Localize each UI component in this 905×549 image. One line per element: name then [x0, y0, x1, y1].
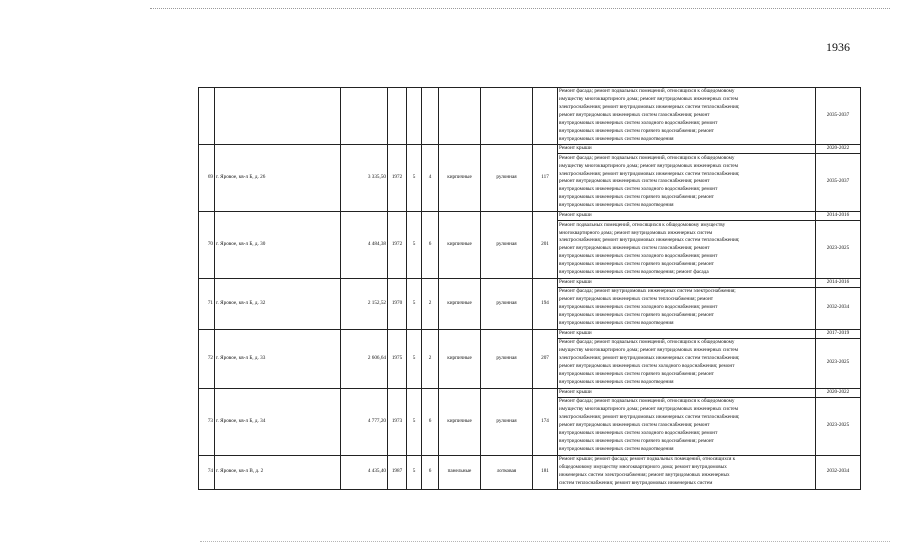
works-line: внутридомовых инженерных систем горячего водоснабжения; ремонт: [559, 261, 714, 268]
works-cell: [558, 153, 816, 211]
building-walls: кирпичные: [439, 329, 481, 388]
building-roof-type: рулонная: [481, 145, 533, 212]
building-area: 3 335,50: [341, 145, 388, 212]
building-row: [199, 455, 861, 489]
building-number: 73: [199, 388, 215, 455]
works-line: имуществу многоквартирного дома; ремонт внутридомовых инженерных систем: [559, 162, 738, 169]
building-address: г. Яровое, кв-л Б, д. 26: [215, 145, 341, 212]
empty-cell: [215, 88, 341, 145]
works-line: ремонт внутридомовых инженерных систем холодного водоснабжения; ремонт: [559, 363, 735, 370]
works-cell: [558, 397, 816, 455]
building-floors: 5: [407, 278, 422, 329]
roof-work-cell: Ремонт крыши: [558, 388, 816, 397]
empty-cell: [388, 88, 407, 145]
building-flats: 181: [533, 455, 558, 489]
continuation-row: [199, 88, 861, 145]
building-flats: 207: [533, 329, 558, 388]
works-line: электроснабжения; ремонт внутридомовых инженерных систем теплоснабжения;: [559, 237, 740, 244]
building-floors: 5: [407, 388, 422, 455]
building-number: 74: [199, 455, 215, 489]
scan-artifact-top: [150, 8, 890, 9]
building-address: г. Яровое, кв-л В, д. 2: [215, 455, 341, 489]
works-line: Ремонт фасада; ремонт подвальных помещений, относящихся к общедомовому: [559, 154, 735, 161]
building-entrances: 6: [422, 455, 439, 489]
roof-work-cell: Ремонт крыши: [558, 145, 816, 154]
building-year: 1973: [388, 388, 407, 455]
works-line: внутридомовых инженерных систем водоотведения: [559, 320, 674, 327]
empty-cell: [199, 88, 215, 145]
building-area: 4 484,38: [341, 211, 388, 278]
building-roof-type: рулонная: [481, 388, 533, 455]
building-row: [199, 145, 861, 154]
scan-artifact-bottom: [200, 541, 890, 542]
works-cell: [558, 88, 816, 145]
works-line: ремонт внутридомовых инженерных систем теплоснабжения; ремонт: [559, 296, 714, 303]
period-cell: 2035-2037: [816, 88, 861, 145]
roof-period-cell: 2020-2022: [816, 388, 861, 397]
works-line: Ремонт фасада; ремонт подвальных помещений, относящихся к общедомовому: [559, 398, 735, 405]
works-line: внутридомовых инженерных систем водоотведения: [559, 135, 674, 142]
works-line: имуществу многоквартирного дома; ремонт внутридомовых инженерных систем: [559, 406, 738, 413]
building-year: 1975: [388, 329, 407, 388]
works-line: электроснабжения; ремонт внутридомовых инженерных систем теплоснабжения;: [559, 104, 740, 111]
building-roof-type: лотковая: [481, 455, 533, 489]
works-line: внутридомовых инженерных систем холодного водоснабжения; ремонт: [559, 186, 718, 193]
building-roof-type: рулонная: [481, 278, 533, 329]
empty-cell: [439, 88, 481, 145]
works-line: ремонт внутридомовых инженерных систем газоснабжения; ремонт: [559, 422, 710, 429]
building-entrances: 2: [422, 329, 439, 388]
building-walls: кирпичные: [439, 388, 481, 455]
works-line: электроснабжения; ремонт внутридомовых инженерных систем теплоснабжения;: [559, 170, 740, 177]
works-line: внутридомовых инженерных систем водоотведения; ремонт фасада: [559, 269, 709, 276]
works-line: внутридомовых инженерных систем холодного водоснабжения; ремонт: [559, 253, 718, 260]
registry-body: [199, 88, 861, 490]
building-walls: кирпичные: [439, 211, 481, 278]
works-line: систем теплоснабжения; ремонт внутридомовых инженерных систем: [559, 479, 713, 486]
building-year: 1972: [388, 145, 407, 212]
works-line: Ремонт фасада; ремонт подвальных помещений, относящихся к общедомовому: [559, 88, 735, 95]
works-line: имуществу многоквартирного дома; ремонт внутридомовых инженерных систем: [559, 347, 738, 354]
works-line: Ремонт подвальных помещений, относящихся к общедомовому имуществу: [559, 221, 726, 228]
building-roof-type: рулонная: [481, 211, 533, 278]
roof-work-cell: Ремонт крыши: [558, 211, 816, 220]
building-year: 1987: [388, 455, 407, 489]
works-line: внутридомовых инженерных систем горячего водоснабжения; ремонт: [559, 437, 714, 444]
building-row: [199, 388, 861, 397]
works-cell: [558, 338, 816, 388]
building-area: 4 777,20: [341, 388, 388, 455]
building-floors: 5: [407, 145, 422, 212]
works-line: внутридомовых инженерных систем горячего водоснабжения; ремонт: [559, 194, 714, 201]
building-number: 69: [199, 145, 215, 212]
works-line: электроснабжения; ремонт внутридомовых инженерных систем теплоснабжения;: [559, 414, 740, 421]
works-line: внутридомовых инженерных систем водоотведения: [559, 378, 674, 385]
period-cell: 2023-2025: [816, 338, 861, 388]
period-cell: 2035-2037: [816, 153, 861, 211]
works-cell: [558, 455, 816, 489]
building-flats: 117: [533, 145, 558, 212]
building-area: 4 435,40: [341, 455, 388, 489]
page-number: 1936: [826, 40, 850, 54]
works-line: ремонт внутридомовых инженерных систем газоснабжения; ремонт: [559, 112, 710, 119]
works-line: инженерных систем электроснабжения; ремонт внутридомовых инженерных: [559, 472, 730, 479]
period-cell: 2023-2025: [816, 397, 861, 455]
building-year: 1972: [388, 211, 407, 278]
building-floors: 5: [407, 329, 422, 388]
building-number: 72: [199, 329, 215, 388]
roof-period-cell: 2020-2022: [816, 145, 861, 154]
works-line: внутридомовых инженерных систем горячего водоснабжения; ремонт: [559, 312, 714, 319]
roof-period-cell: 2014-2016: [816, 211, 861, 220]
works-cell: [558, 220, 816, 278]
building-walls: кирпичные: [439, 145, 481, 212]
empty-cell: [341, 88, 388, 145]
building-walls: панельные: [439, 455, 481, 489]
works-line: многоквартирного дома; ремонт внутридомовых инженерных систем: [559, 229, 713, 236]
building-area: 2 606,64: [341, 329, 388, 388]
empty-cell: [481, 88, 533, 145]
building-address: г. Яровое, кв-л Б, д. 34: [215, 388, 341, 455]
works-line: внутридомовых инженерных систем горячего водоснабжения; ремонт: [559, 127, 714, 134]
works-line: внутридомовых инженерных систем горячего водоснабжения; ремонт: [559, 371, 714, 378]
works-line: внутридомовых инженерных систем холодного водоснабжения; ремонт: [559, 429, 718, 436]
building-number: 70: [199, 211, 215, 278]
building-address: г. Яровое, кв-л Б, д. 30: [215, 211, 341, 278]
roof-period-cell: 2014-2016: [816, 278, 861, 287]
empty-cell: [407, 88, 422, 145]
empty-cell: [422, 88, 439, 145]
building-roof-type: рулонная: [481, 329, 533, 388]
building-entrances: 2: [422, 278, 439, 329]
building-address: г. Яровое, кв-л Б, д. 32: [215, 278, 341, 329]
building-area: 2 152,52: [341, 278, 388, 329]
building-year: 1970: [388, 278, 407, 329]
building-address: г. Яровое, кв-л Б, д. 33: [215, 329, 341, 388]
building-row: [199, 211, 861, 220]
works-line: внутридомовых инженерных систем холодного водоснабжения; ремонт: [559, 304, 718, 311]
building-row: [199, 329, 861, 338]
empty-cell: [533, 88, 558, 145]
building-flats: 174: [533, 388, 558, 455]
works-line: электроснабжения; ремонт внутридомовых инженерных систем теплоснабжения;: [559, 355, 740, 362]
building-row: [199, 278, 861, 287]
roof-work-cell: Ремонт крыши: [558, 329, 816, 338]
works-line: Ремонт крыши; ремонт фасада; ремонт подвальных помещений, относящихся к: [559, 456, 736, 463]
works-line: имуществу многоквартирного дома; ремонт внутридомовых инженерных систем: [559, 96, 738, 103]
period-cell: 2032-2034: [816, 287, 861, 329]
building-walls: кирпичные: [439, 278, 481, 329]
building-entrances: 4: [422, 145, 439, 212]
works-line: ремонт внутридомовых инженерных систем газоснабжения; ремонт: [559, 178, 710, 185]
works-line: ремонт внутридомовых инженерных систем газоснабжения; ремонт: [559, 245, 710, 252]
building-entrances: 6: [422, 388, 439, 455]
building-entrances: 6: [422, 211, 439, 278]
works-line: внутридомовых инженерных систем холодного водоснабжения; ремонт: [559, 119, 718, 126]
works-line: Ремонт фасада; ремонт подвальных помещений, относящихся к общедомовому: [559, 339, 735, 346]
works-cell: [558, 287, 816, 329]
building-flats: 201: [533, 211, 558, 278]
building-registry-table: [198, 87, 861, 490]
works-line: общедомовому имуществу многоквартирного дома; ремонт внутридомовых: [559, 464, 727, 471]
roof-period-cell: 2017-2019: [816, 329, 861, 338]
works-line: Ремонт фасада; ремонт внутридомовых инженерных систем электроснабжения;: [559, 288, 736, 295]
building-flats: 194: [533, 278, 558, 329]
period-cell: 2023-2025: [816, 220, 861, 278]
building-floors: 5: [407, 455, 422, 489]
works-line: внутридомовых инженерных систем водоотведения: [559, 445, 674, 452]
building-floors: 5: [407, 211, 422, 278]
building-number: 71: [199, 278, 215, 329]
works-line: внутридомовых инженерных систем водоотведения: [559, 202, 674, 209]
roof-work-cell: Ремонт крыши: [558, 278, 816, 287]
period-cell: 2032-2034: [816, 455, 861, 489]
